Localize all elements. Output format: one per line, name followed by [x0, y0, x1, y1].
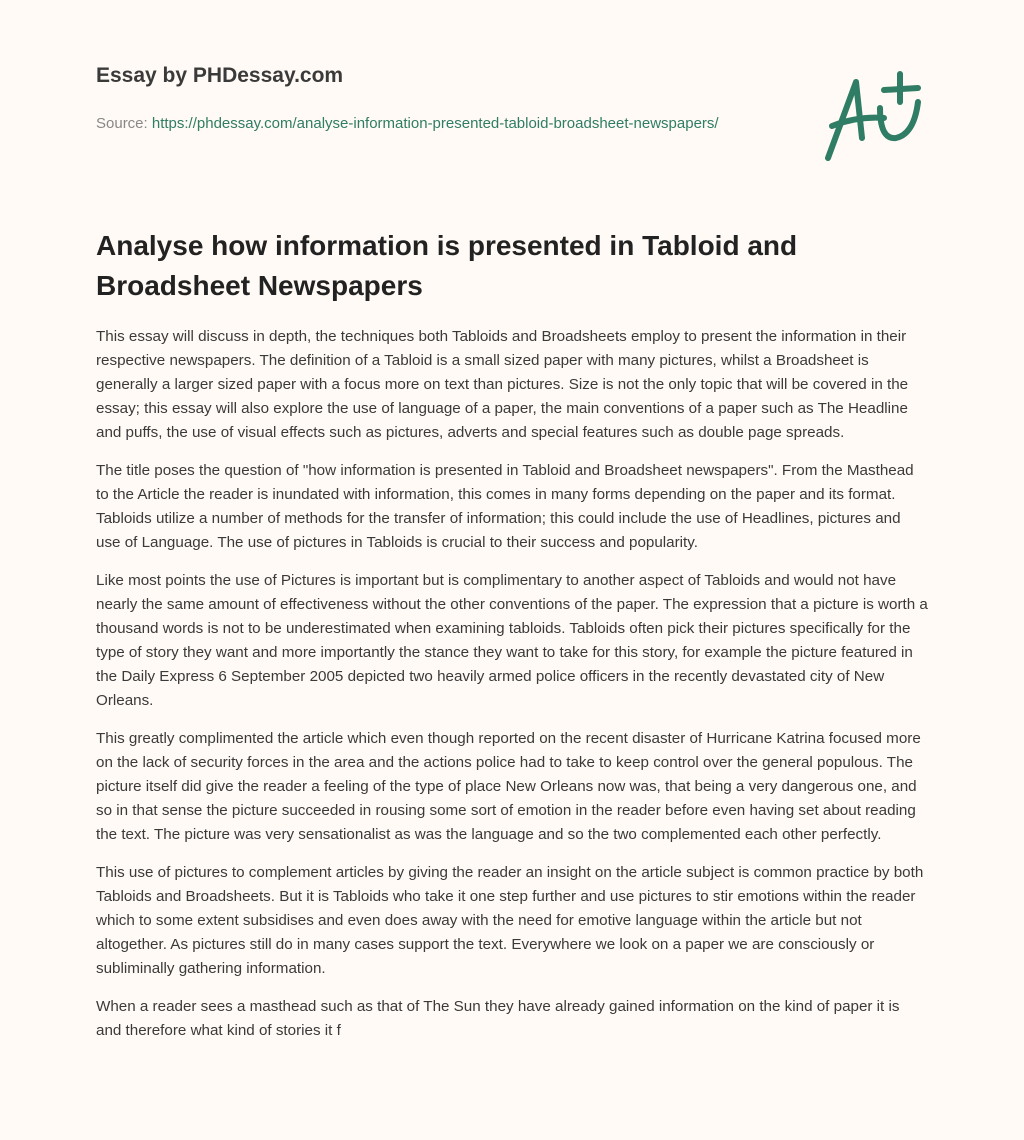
header	[96, 64, 736, 136]
source-line	[96, 112, 736, 136]
paragraph: This greatly complimented the article which even though reported on the recent disaster of Hurricane Katrina focused more on the lack of security forces in the area and the actions police had to take to keep control over the general populous. The picture itself did give the reader a feeling of the type of place New Orleans now was, that being a very dangerous one, and so in that sense the picture succeeded in rousing some sort of emotion in the reader before even having set about reading the text. The picture was very sensationalist as was the language and so the two complemented each other perfectly.	[96, 730, 921, 843]
paragraph: Like most points the use of Pictures is important but is complimentary to another aspect of Tabloids and would not have nearly the same amount of effectiveness without the other conventions of the paper. The expression that a picture is worth a thousand words is not to be underestimated when examining tabloids. Tabloids often pick their pictures specifically for the type of story they want and more importantly the stance they want to take for this story, for example the picture featured in the Daily Express 6 September 2005 depicted two heavily armed police officers in the recently devastated city of New Orleans.	[96, 572, 928, 709]
source-link[interactable]: https://phdessay.com/analyse-information-presented-tabloid-broadsheet-newspapers/	[151, 115, 719, 132]
a-plus-logo-icon	[818, 68, 930, 164]
paragraph: The title poses the question of "how information is presented in Tabloid and Broadsheet newspapers". From the Masthead to the Article the reader is inundated with information, this comes in many forms depending on the paper and its format. Tabloids utilize a number of methods for the transfer of information; this could include the use of Headlines, pictures and use of Language. The use of pictures in Tabloids is crucial to their success and popularity.	[96, 462, 914, 551]
essay-body	[96, 325, 928, 1057]
paragraph: This essay will discuss in depth, the techniques both Tabloids and Broadsheets employ to present the information in their respective newspapers. The definition of a Tabloid is a small sized paper with many pictures, whilst a Broadsheet is generally a larger sized paper with a focus more on text than pictures. Size is not the only topic that will be covered in the essay; this essay will also explore the use of language of a paper, the main conventions of a paper such as The Headline and puffs, the use of visual effects such as pictures, adverts and special features such as double page spreads.	[96, 328, 909, 441]
paragraph: When a reader sees a masthead such as that of The Sun they have already gained information on the kind of paper it is and therefore what kind of stories it f	[96, 998, 900, 1039]
paragraph: This use of pictures to complement articles by giving the reader an insight on the article subject is common practice by both Tabloids and Broadsheets. But it is Tabloids who take it one step further and use pictures to stir emotions within the reader which to some extent subsidises and even does away with the need for emotive language within the article but not altogether. As pictures still do in many cases support the text. Everywhere we look on a paper we are consciously or subliminally gathering information.	[96, 864, 924, 977]
site-brand: Essay by PHDessay.com	[96, 64, 344, 87]
essay-title: Analyse how information is presented in Tabloid and Broadsheet Newspapers	[96, 230, 798, 301]
source-label: Source:	[96, 115, 148, 132]
